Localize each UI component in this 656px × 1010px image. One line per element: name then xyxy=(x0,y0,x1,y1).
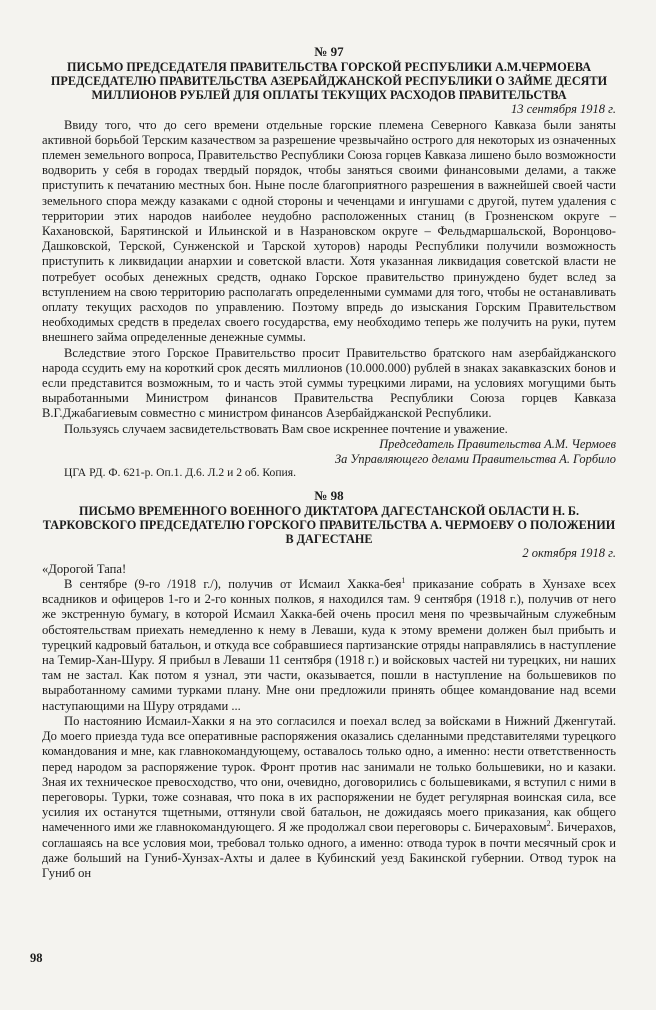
signature-manager: За Управляющего делами Правительства А. Горбило xyxy=(335,451,616,466)
paragraph xyxy=(42,577,616,714)
paragraph: Вследствие этого Горское Правительство просит Правительство братского нам азербайджанского народа ссудить ему на короткий срок десять миллионов (10.000.000) рублей в знаках закавказских бонов и если представится возможным, то и часть этой суммы турецкими лирами, на условиях могущими быть выработанными Министром финансов Правительства Республики Союза горцев Кавказа В.Г.Джабагиевым совместно с министром финансов Азербайджанской Республики. xyxy=(42,345,616,421)
document-97 xyxy=(42,44,616,480)
document-number: № 97 xyxy=(314,44,344,59)
document-title: ПИСЬМО ВРЕМЕННОГО ВОЕННОГО ДИКТАТОРА ДАГЕСТАНСКОЙ ОБЛАСТИ Н. Б. ТАРКОВСКОГО ПРЕДСЕДАТЕЛЮ ГОРСКОГО ПРАВИТЕЛЬСТВА А. ЧЕРМОЕВУ О ПОЛОЖЕНИИ В ДАГЕСТАНЕ xyxy=(42,504,616,547)
paragraph-text: . Бичерахов, соглашаясь на все условия мои, требовал только одного, а именно: отвода турок в почти месячный срок и даже больший на Гуниб-Хунзах-Ахты и далее в Кубинский уезд Бакинской губернии. Отвод турок на Гуниб он xyxy=(42,820,616,880)
footnote-marker: 2 xyxy=(546,819,551,829)
signature-chairman: Председатель Правительства А.М. Чермоев xyxy=(379,436,616,451)
paragraph-text: приказание собрать в Хунзахе всех всадников и офицеров 1-го и 2-го конных полков, я находился там. 9 сентября (1918 г.), получив от него же экстренную бумагу, в которой Исмаил Хакка-бей очень просил меня по чрезвычайным служебным обстоятельствам приехать немедленно к нему в Леваши, куда к этому времени должен был прибыть и турецкий кадровый батальон, и откуда все собравшиеся партизанские отряды направлялись в наступление на Темир-Хан-Шуру. Я прибыл в Леваши 11 сентября (1918 г.) и войсковых частей ни турецких, ни наших там не застал. Как потом я узнал, эти части, оказывается, пошли в наступление на большевиков по выработанному самими турками плану. Мне они предложили принять общее командование над всеми наступающими на Шуру отрядами ... xyxy=(42,577,616,713)
archive-reference: ЦГА РД. Ф. 621-р. Оп.1. Д.6. Л.2 и 2 об. Копия. xyxy=(64,466,296,480)
paragraph: Пользуясь случаем засвидетельствовать Вам свое искреннее почтение и уважение. xyxy=(64,421,508,436)
paragraph xyxy=(42,714,616,881)
page-number: 98 xyxy=(30,951,43,965)
document-98 xyxy=(42,488,616,881)
document-number: № 98 xyxy=(314,488,344,504)
footnote-marker: 1 xyxy=(401,575,406,585)
document-title: ПИСЬМО ПРЕДСЕДАТЕЛЯ ПРАВИТЕЛЬСТВА ГОРСКОЙ РЕСПУБЛИКИ А.М.ЧЕРМОЕВА ПРЕДСЕДАТЕЛЮ ПРАВИТЕЛЬСТВА АЗЕРБАЙДЖАНСКОЙ РЕСПУБЛИКИ О ЗАЙМЕ ДЕСЯТИ МИЛЛИОНОВ РУБЛЕЙ ДЛЯ ОПЛАТЫ ТЕКУЩИХ РАСХОДОВ ПРАВИТЕЛЬСТВА xyxy=(50,60,608,102)
paragraph-text: В сентябре (9-го /1918 г./), получив от Исмаил Хакка-бея xyxy=(64,577,402,592)
document-date: 2 октября 1918 г. xyxy=(522,546,616,561)
paragraph: Ввиду того, что до сего времени отдельные горские племена Северного Кавказа были заняты активной борьбой Терским казачеством за разрешение чрезвычайно острого для некоторых из означенных племен земельного вопроса, Правительство Республики Союза горцев Кавказа лишено было возможности водворить у себя в городах твердый порядок, чтобы заняться своими финансовыми делами, а также приступить к печатанию местных бон. Ныне после благоприятного разрешения в важнейшей своей части земельного спора между казаками с одной стороны и чеченцами и ингушами с другой, путем удаления с территории этих народов наиболее неудобно расположенных станиц (в Грозненском округе – Кахановской, Барятинской и Ильинской и в Назрановском округе – Фельдмаршальской, Воронцово-Дашковской, Терской, Сунженской и Тарской хуторов) народы Республики получили возможность приступить к ликвидации анархии и советской власти. Хотя указанная ликвидация советской власти не потребует особых денежных средств, однако Горское правительство принуждено будет вслед за вступлением на свою территорию располагать определенными суммами для того, чтобы не останавливать оплату текущих расходов по управлению. Поэтому впредь до изыскания Горским Правительством необходимых средств в пределах своего государства, ему необходимо теперь же получить на руки, путем внешнего займа определенные денежные суммы. xyxy=(42,117,616,345)
paragraph-text: По настоянию Исмаил-Хакки я на это согласился и поехал вслед за войсками в Нижний Дженгутай. До моего приезда туда все оперативные распоряжения оказались сделанными представителями турецкого командования и мне, как главнокомандующему, оставалось только одно, а именно: нести ответственность перед народом за распоряжение турок. Фронт против нас занимали не только большевики, но и казаки. Зная их техническое превосходство, что они, очевидно, договорились с большевиками, я вступил с ними в переговоры. Турки, тоже сознавая, что пока в их распоряжении не будет регулярная воинская сила, все усилия их останутся тщетными, оттянули свой батальон, не дожидаясь моего приказания, как общего намеченного ими же главнокомандующего. Я же продолжал свои переговоры с. Бичераховым xyxy=(42,713,616,835)
letter-greeting: «Дорогой Тапа! xyxy=(42,561,127,576)
document-date: 13 сентября 1918 г. xyxy=(510,102,616,116)
